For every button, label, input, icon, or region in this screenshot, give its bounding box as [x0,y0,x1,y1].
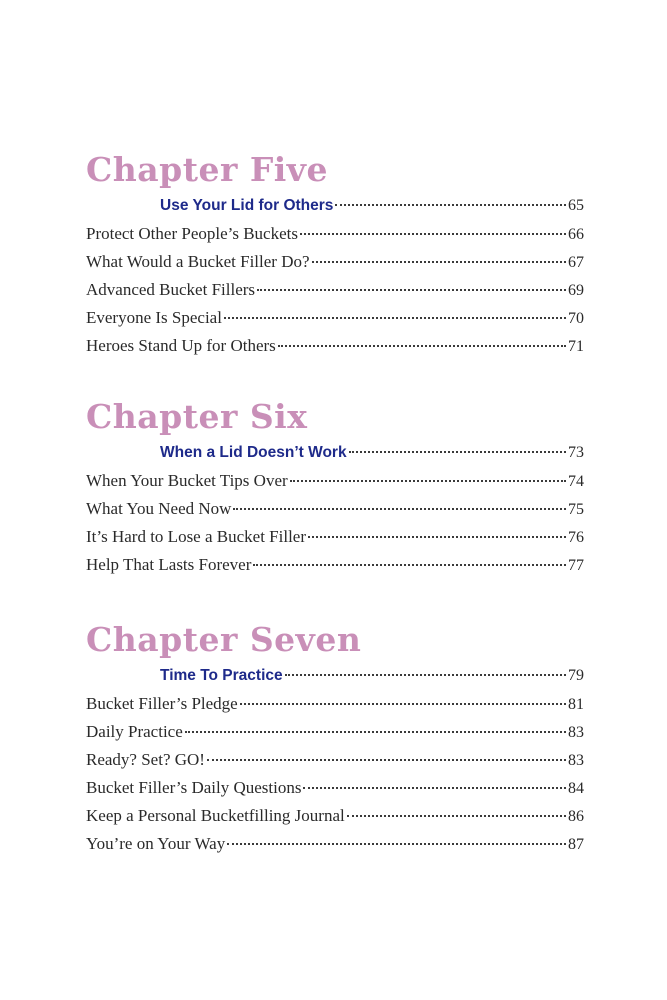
toc-entry[interactable] [86,553,584,581]
toc-entry-lead[interactable] [86,441,584,469]
toc-entry-title: What You Need Now [86,499,232,518]
dot-leader [224,317,566,319]
dot-leader [312,261,566,263]
toc-entry[interactable] [86,748,584,776]
toc-entry-page: 69 [568,282,584,299]
dot-leader [185,731,566,733]
toc-entry-page: 75 [568,501,584,518]
chapter-seven-section [86,620,584,860]
toc-entry-page: 77 [568,557,584,574]
toc-entry-title: Help That Lasts Forever [86,555,252,574]
toc-entry-title: Ready? Set? GO! [86,750,205,769]
dot-leader [257,289,566,291]
toc-entry[interactable] [86,222,584,250]
toc-entry[interactable] [86,497,584,525]
toc-entry-page: 67 [568,254,584,271]
toc-entry-title: Daily Practice [86,722,183,741]
toc-entry-page: 79 [568,667,584,684]
dot-leader [233,508,566,510]
toc-entry-title: What Would a Bucket Filler Do? [86,252,310,271]
toc-entry-title: Time To Practice [160,667,283,684]
dot-leader [347,815,566,817]
toc-entry-page: 73 [568,444,584,461]
toc-entry-title: Bucket Filler’s Pledge [86,694,238,713]
toc-entry-title: Protect Other People’s Buckets [86,224,298,243]
toc-entry-title: Everyone Is Special [86,308,222,327]
chapter-heading: Chapter Six [86,397,308,436]
toc-entry-page: 76 [568,529,584,546]
toc-entry[interactable] [86,692,584,720]
toc-entry[interactable] [86,278,584,306]
toc-entry-title: Advanced Bucket Fillers [86,280,256,299]
chapter-heading: Chapter Five [86,150,328,189]
dot-leader [303,787,566,789]
toc-entry[interactable] [86,334,584,362]
toc-entry[interactable] [86,720,584,748]
toc-entry-page: 66 [568,226,584,243]
toc-entry-title: When a Lid Doesn’t Work [160,444,347,461]
toc-entry[interactable] [86,832,584,860]
dot-leader [240,703,566,705]
toc-entry-title: It’s Hard to Lose a Bucket Filler [86,527,307,546]
toc-entry-title: When Your Bucket Tips Over [86,471,288,490]
toc-entry-lead[interactable] [86,664,584,692]
toc-entry[interactable] [86,776,584,804]
toc-entry[interactable] [86,525,584,553]
toc-entry-page: 86 [568,808,584,825]
toc-entry-page: 87 [568,836,584,853]
toc-entry[interactable] [86,469,584,497]
toc-entry-title: Bucket Filler’s Daily Questions [86,778,302,797]
dot-leader [308,536,566,538]
dot-leader [253,564,566,566]
dot-leader [300,233,566,235]
toc-entry[interactable] [86,804,584,832]
toc-entry-title: Use Your Lid for Others [160,197,334,214]
chapter-five-section [86,150,584,362]
toc-entry-lead[interactable] [86,194,584,222]
toc-entry-title: Heroes Stand Up for Others [86,336,276,355]
chapter-heading: Chapter Seven [86,620,362,659]
dot-leader [285,674,566,676]
dot-leader [227,843,566,845]
chapter-six-section [86,397,584,581]
toc-entry-title: Keep a Personal Bucketfilling Journal [86,806,345,825]
toc-entry-page: 70 [568,310,584,327]
dot-leader [278,345,566,347]
toc-entry[interactable] [86,250,584,278]
toc-entry[interactable] [86,306,584,334]
toc-entry-page: 65 [568,197,584,214]
dot-leader [290,480,566,482]
dot-leader [349,451,566,453]
toc-entry-page: 81 [568,696,584,713]
dot-leader [335,204,566,206]
toc-entry-page: 74 [568,473,584,490]
toc-entry-page: 83 [568,752,584,769]
dot-leader [207,759,566,761]
toc-entry-page: 71 [568,338,584,355]
toc-entry-page: 83 [568,724,584,741]
toc-entry-title: You’re on Your Way [86,834,226,853]
toc-entry-page: 84 [568,780,584,797]
